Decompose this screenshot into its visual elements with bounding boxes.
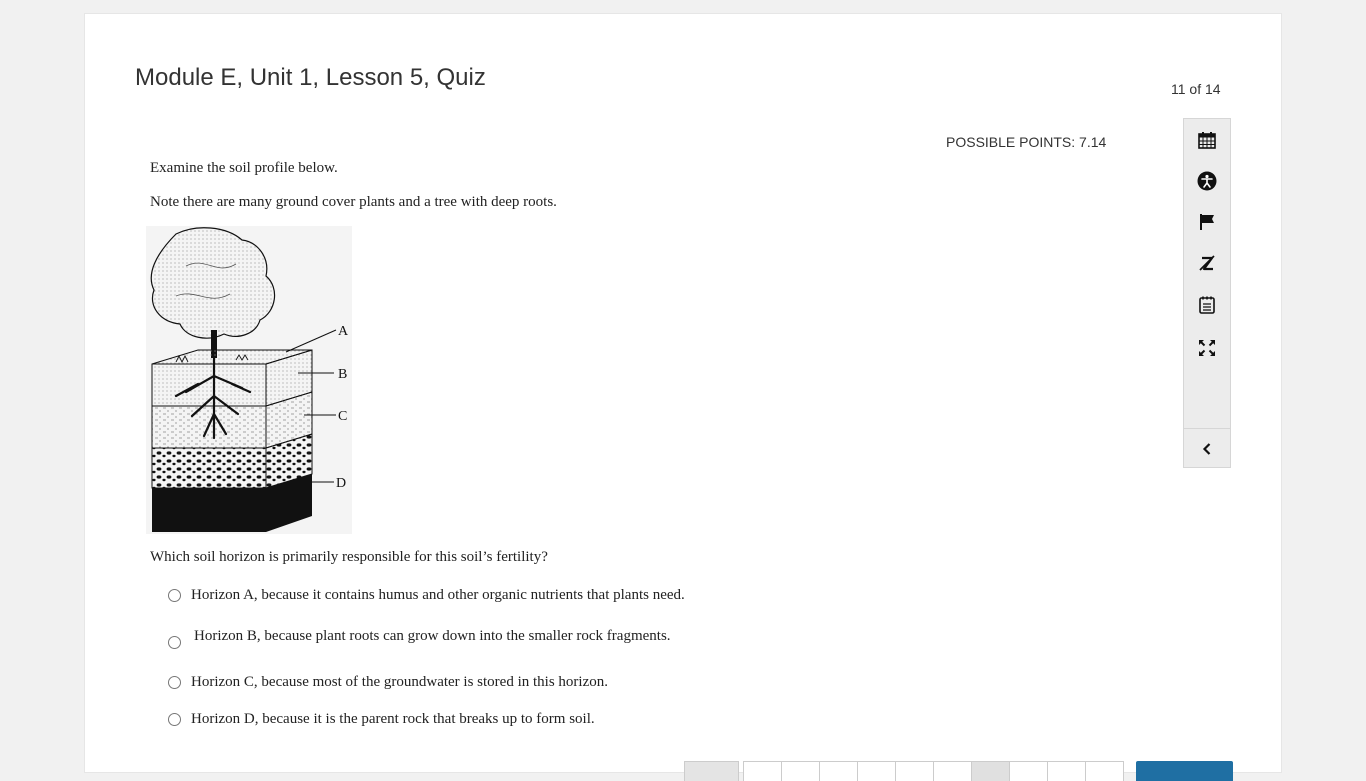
notepad-button[interactable] (1184, 290, 1230, 320)
page-button[interactable] (781, 761, 820, 781)
calendar-button[interactable] (1184, 125, 1230, 155)
soil-profile-diagram (146, 226, 352, 534)
answer-option-label: Horizon A, because it contains humus and other organic nutrients that plants need. (191, 587, 685, 603)
page-button[interactable] (1085, 761, 1124, 781)
quiz-card (84, 13, 1282, 773)
answer-option-d[interactable] (168, 711, 595, 728)
strikethrough-icon (1198, 254, 1216, 272)
page-button-current[interactable] (971, 761, 1010, 781)
bedrock-layer (152, 488, 266, 532)
figure-label-c: C (338, 409, 348, 424)
answer-option-b[interactable] (168, 624, 671, 649)
notepad-icon (1199, 296, 1215, 314)
page-button[interactable] (857, 761, 896, 781)
accessibility-button[interactable] (1184, 166, 1230, 196)
radio-button[interactable] (168, 676, 181, 689)
page-title: Module E, Unit 1, Lesson 5, Quiz (135, 64, 486, 91)
collapse-toolbar-button[interactable] (1184, 434, 1230, 464)
fullscreen-icon (1198, 339, 1216, 357)
toolbar-divider (1184, 428, 1230, 429)
page-button[interactable] (895, 761, 934, 781)
answer-option-label: Horizon D, because it is the parent rock that breaks up to form soil. (191, 711, 595, 727)
radio-button[interactable] (168, 636, 181, 649)
figure-label-a: A (338, 324, 349, 339)
flag-button[interactable] (1184, 207, 1230, 237)
answer-option-label: Horizon C, because most of the groundwater is stored in this horizon. (191, 674, 608, 690)
page-button[interactable] (1009, 761, 1048, 781)
possible-points: POSSIBLE POINTS: 7.14 (946, 134, 1107, 150)
calendar-icon (1198, 131, 1216, 149)
next-button[interactable] (1136, 761, 1233, 781)
figure-label-d: D (336, 476, 347, 491)
question-intro-line: Note there are many ground cover plants and a tree with deep roots. (150, 194, 557, 210)
tree-crown (151, 228, 274, 338)
page-button[interactable] (1047, 761, 1086, 781)
page-button[interactable] (933, 761, 972, 781)
page-button[interactable] (743, 761, 782, 781)
chevron-left-icon (1202, 442, 1212, 456)
page-button[interactable] (819, 761, 858, 781)
previous-page-button[interactable] (684, 761, 739, 781)
flag-icon (1198, 213, 1216, 231)
quiz-toolbar (1183, 118, 1231, 468)
accessibility-icon (1197, 171, 1217, 191)
horizon-d-layer (152, 448, 266, 488)
question-intro-line: Examine the soil profile below. (150, 160, 338, 176)
strikethrough-button[interactable] (1184, 248, 1230, 278)
radio-button[interactable] (168, 589, 181, 602)
fullscreen-button[interactable] (1184, 333, 1230, 363)
answer-option-label: Horizon B, because plant roots can grow down into the smaller rock fragments. (194, 628, 671, 644)
radio-button[interactable] (168, 713, 181, 726)
question-prompt: Which soil horizon is primarily responsible for this soil’s fertility? (150, 549, 548, 565)
answer-option-a[interactable] (168, 587, 685, 604)
question-pagination (684, 761, 1124, 781)
figure-label-b: B (338, 367, 348, 382)
question-progress: 11 of 14 (1171, 81, 1221, 97)
answer-option-c[interactable] (168, 674, 608, 691)
